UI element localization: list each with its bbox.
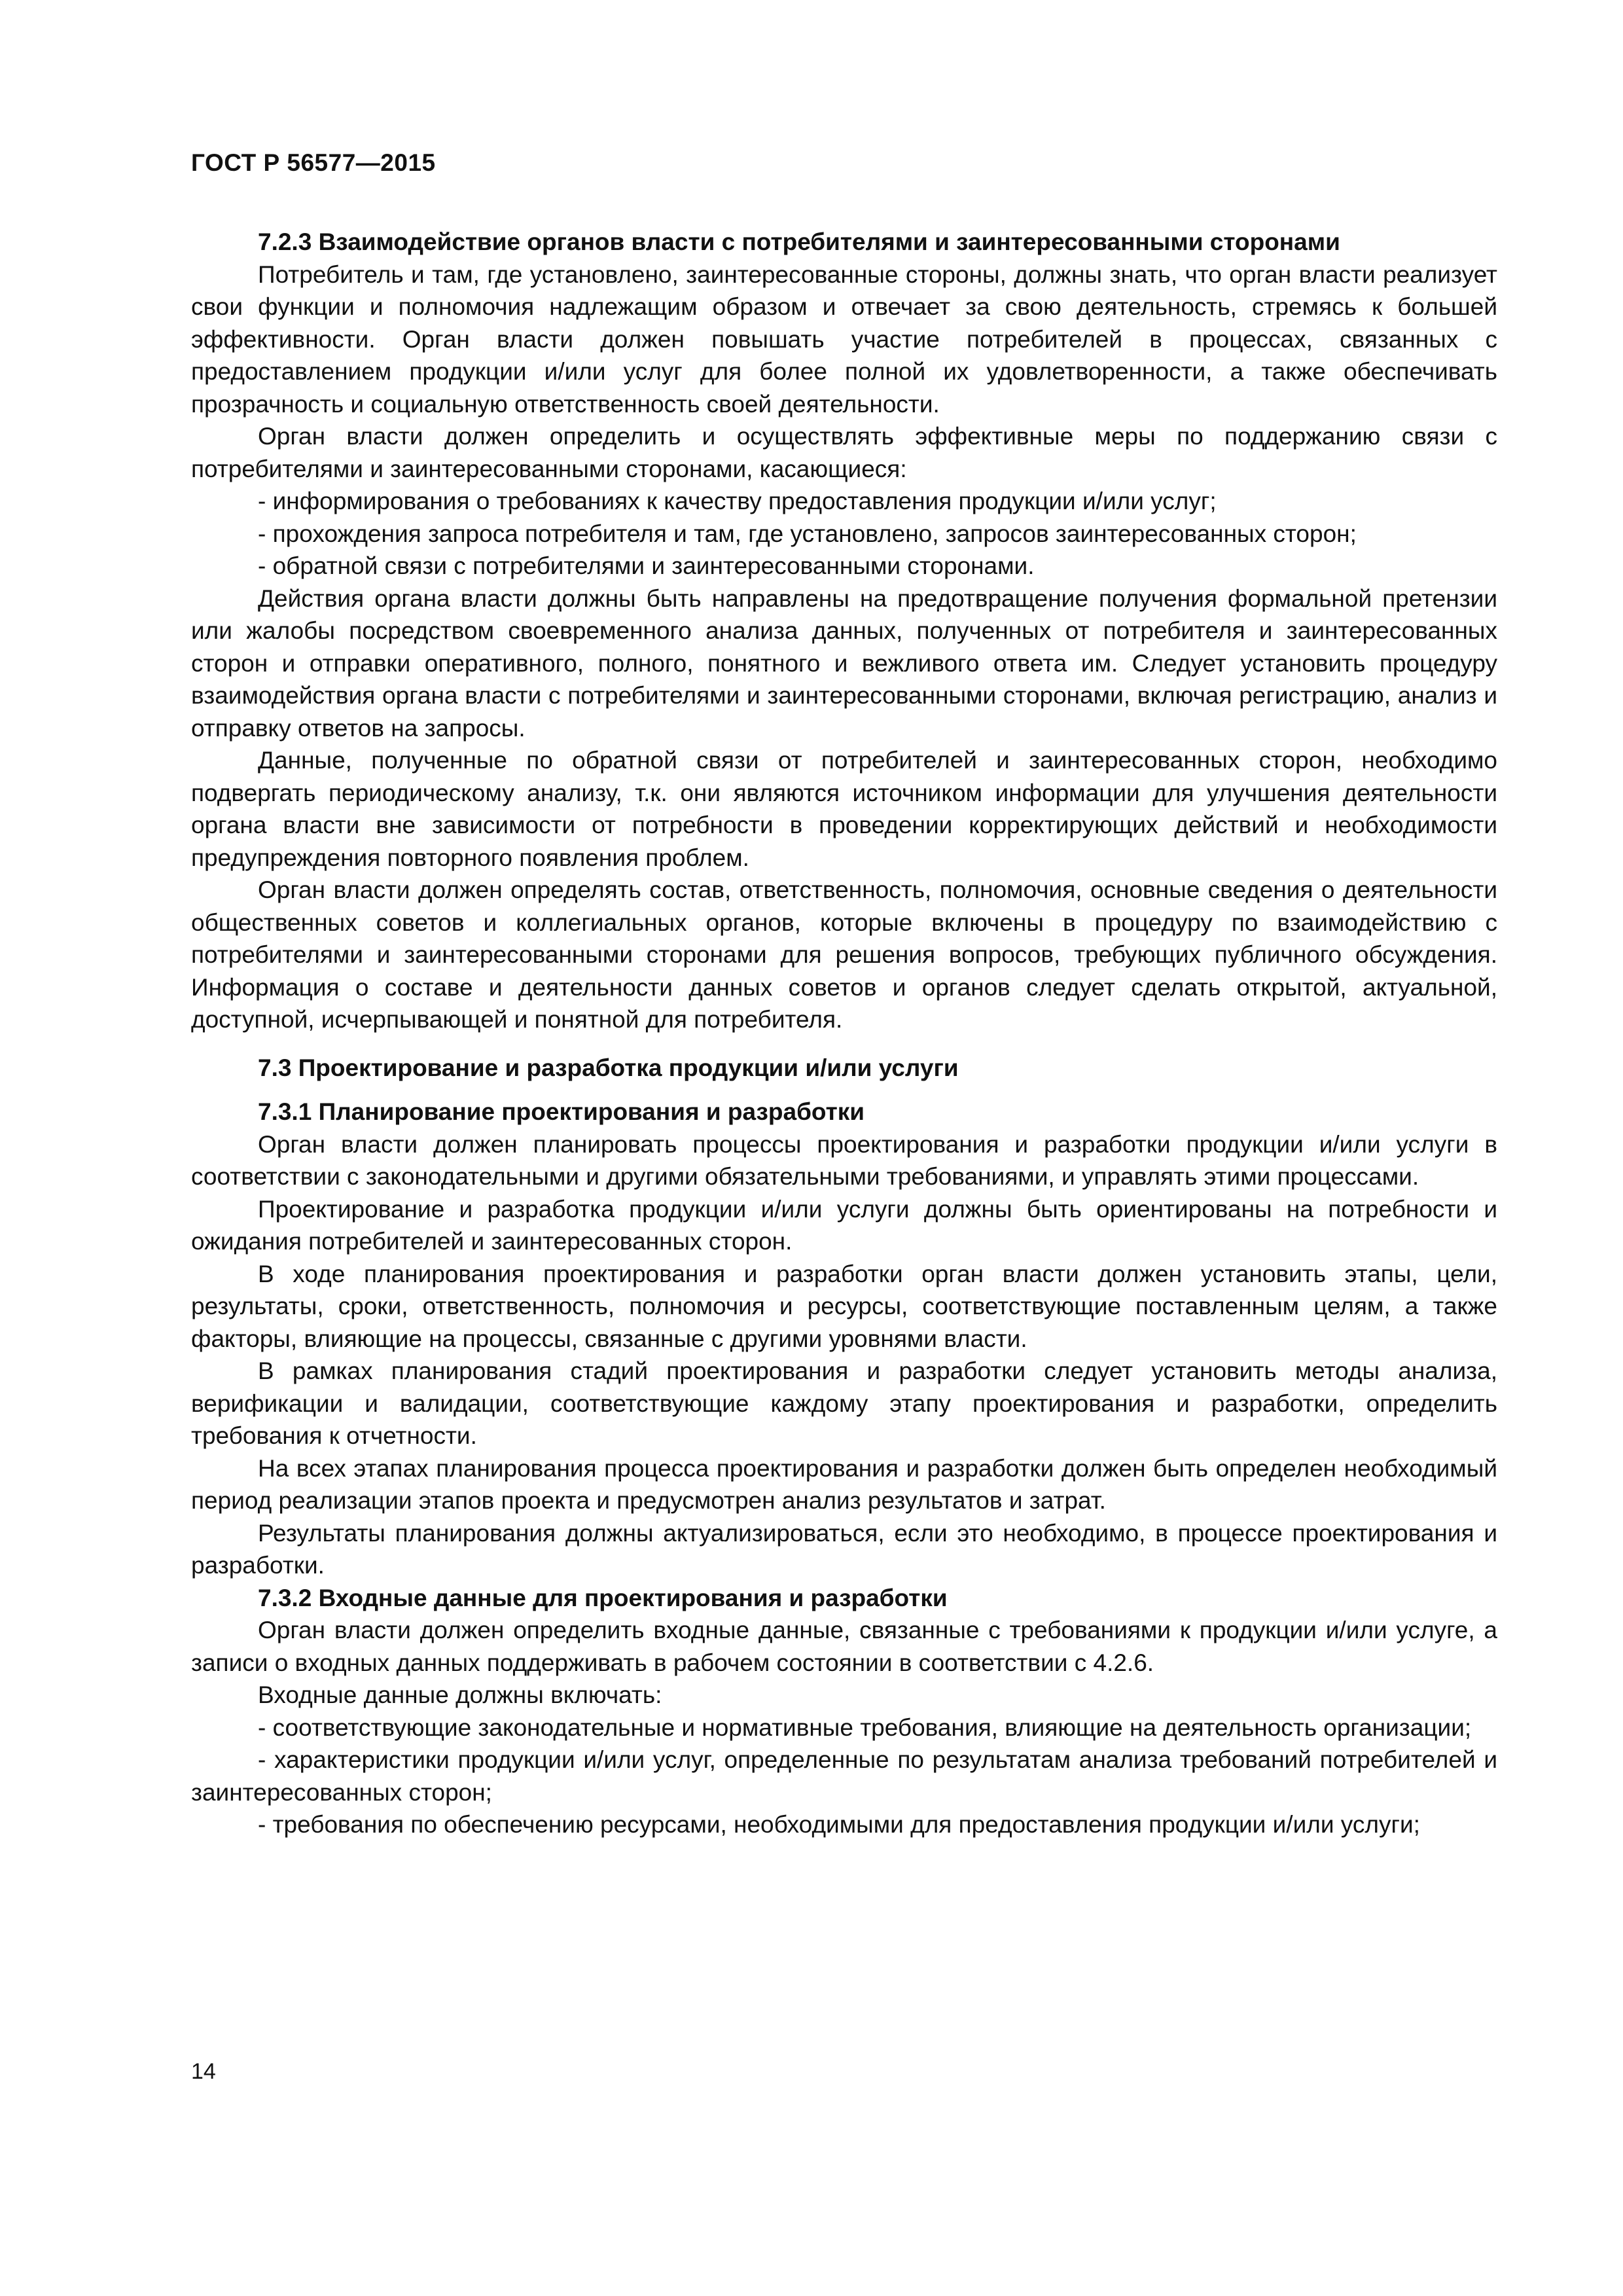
- paragraph: Данные, полученные по обратной связи от потребителей и заинтересованных сторон, необходимо подвергать периодическому анализу, т.к. они являются источником информации для улучшения деятельности органа власти вне зависимости от потребности в проведении корректирующих действий и необходимости предупреждения повторного появления проблем.: [191, 747, 1497, 871]
- list-item: - соответствующие законодательные и нормативные требования, влияющие на деятельность организации;: [258, 1713, 1472, 1741]
- paragraph: На всех этапах планирования процесса проектирования и разработки должен быть определен необходимый период реализации этапов проекта и предусмотрен анализ результатов и затрат.: [191, 1454, 1497, 1514]
- list-item: - характеристики продукции и/или услуг, определенные по результатам анализа требований потребителей и заинтересованных сторон;: [191, 1746, 1497, 1806]
- paragraph: В ходе планирования проектирования и разработки орган власти должен установить этапы, цели, результаты, сроки, ответственность, полномочия и ресурсы, соответствующие поставленным целям, а также факторы, влияющие на процессы, связанные с другими уровнями власти.: [191, 1260, 1497, 1352]
- section-heading-7-3-2: 7.3.2 Входные данные для проектирования и разработки: [258, 1584, 948, 1611]
- document-code-header: ГОСТ Р 56577—2015: [191, 149, 436, 176]
- paragraph: Орган власти должен определить и осуществлять эффективные меры по поддержанию связи с потребителями и заинтересованными сторонами, касающиеся:: [191, 423, 1497, 482]
- paragraph: Орган власти должен определять состав, ответственность, полномочия, основные сведения о деятельности общественных советов и коллегиальных органов, которые включены в процедуру по взаимодействию с потребителями и заинтересованными сторонами для решения вопросов, требующих публичного обсуждения. Информация о составе и деятельности данных советов и органов следует сделать открытой, актуальной, доступной, исчерпывающей и понятной для потребителя.: [191, 876, 1497, 1033]
- list-item: - требования по обеспечению ресурсами, необходимыми для предоставления продукции и/или услуги;: [258, 1811, 1420, 1838]
- section-heading-7-3: 7.3 Проектирование и разработка продукции и/или услуги: [258, 1054, 959, 1081]
- list-item: - информирования о требованиях к качеству предоставления продукции и/или услуг;: [258, 488, 1217, 514]
- paragraph: Проектирование и разработка продукции и/или услуги должны быть ориентированы на потребности и ожидания потребителей и заинтересованных сторон.: [191, 1195, 1497, 1255]
- section-heading-7-2-3: 7.2.3 Взаимодействие органов власти с потребителями и заинтересованными сторонами: [258, 228, 1340, 255]
- paragraph: Действия органа власти должны быть направлены на предотвращение получения формальной претензии или жалобы посредством своевременного анализа данных, полученных от потребителя и заинтересованных сторон и отправки оперативного, полного, понятного и вежливого ответа им. Следует установить процедуру взаимодействия органа власти с потребителями и заинтересованными сторонами, включая регистрацию, анализ и отправку ответов на запросы.: [191, 584, 1497, 742]
- paragraph: Потребитель и там, где установлено, заинтересованные стороны, должны знать, что орган власти реализует свои функции и полномочия надлежащим образом и отвечает за свою деятельность, стремясь к большей эффективности. Орган власти должен повышать участие потребителей в процессах, связанных с предоставлением продукции и/или услуг для более полной их удовлетворенности, а также обеспечивать прозрачность и социальную ответственность своей деятельности.: [191, 260, 1497, 418]
- paragraph: Входные данные должны включать:: [258, 1681, 662, 1708]
- list-item: - прохождения запроса потребителя и там, где установлено, запросов заинтересованных сторон;: [258, 520, 1357, 547]
- section-heading-7-3-1: 7.3.1 Планирование проектирования и разработки: [258, 1098, 865, 1125]
- paragraph: Орган власти должен определить входные данные, связанные с требованиями к продукции и/или услуге, а записи о входных данных поддерживать в рабочем состоянии в соответствии с 4.2.6.: [191, 1617, 1497, 1676]
- paragraph: Орган власти должен планировать процессы проектирования и разработки продукции и/или услуги в соответствии с законодательными и другими обязательными требованиями, и управлять этими процессами.: [191, 1130, 1497, 1190]
- list-item: - обратной связи с потребителями и заинтересованными сторонами.: [258, 552, 1035, 579]
- page-body: [191, 226, 1497, 1841]
- page-number: 14: [191, 2059, 216, 2084]
- paragraph: Результаты планирования должны актуализироваться, если это необходимо, в процессе проектирования и разработки.: [191, 1519, 1497, 1579]
- paragraph: В рамках планирования стадий проектирования и разработки следует установить методы анализа, верификации и валидации, соответствующие каждому этапу проектирования и разработки, определить требования к отчетности.: [191, 1357, 1497, 1449]
